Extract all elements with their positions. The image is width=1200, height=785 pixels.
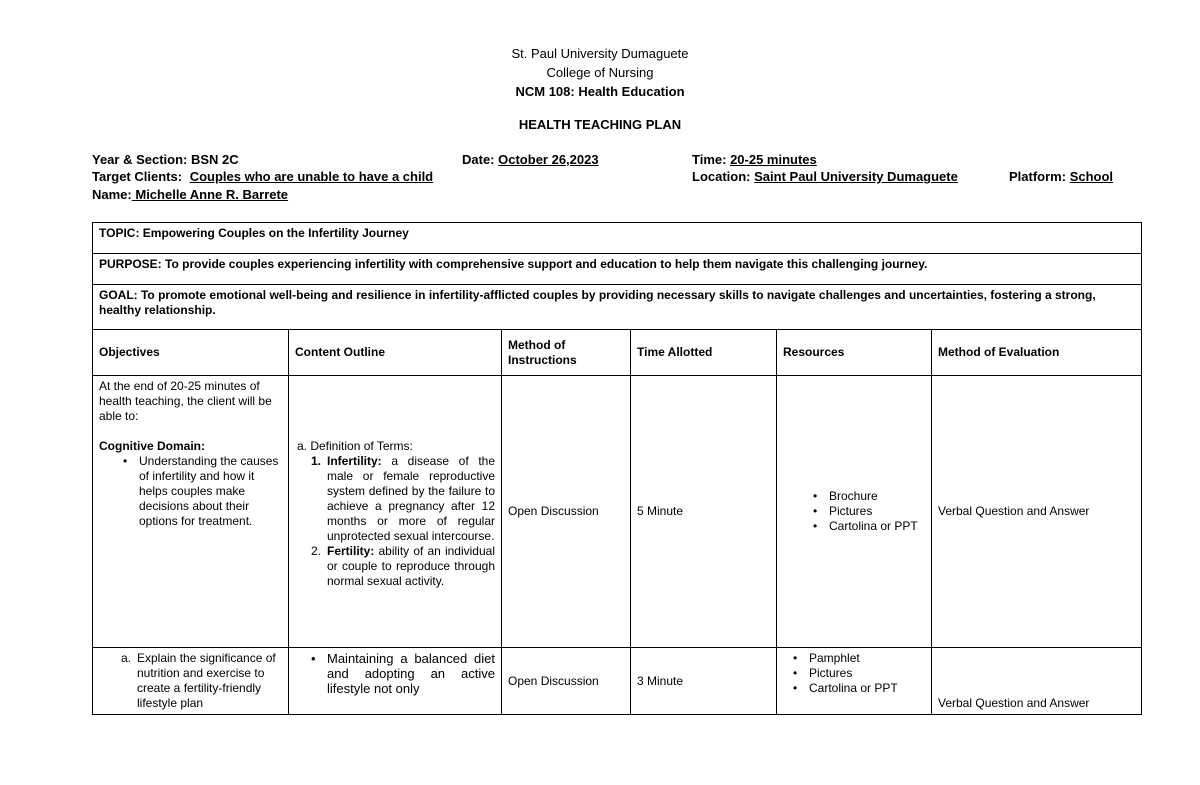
platform-field: [1009, 169, 1113, 184]
time-field: [692, 152, 817, 167]
resource-item: • Cartolina or PPT: [791, 681, 925, 696]
date-value: October 26,2023: [498, 152, 599, 167]
name-field: [92, 187, 288, 202]
year-label: Year & Section:: [92, 152, 188, 167]
date-field: [462, 152, 599, 167]
method-cell: Open Discussion: [502, 376, 631, 648]
resources-cell: [777, 376, 932, 648]
col-header-time: Time Allotted: [631, 330, 777, 376]
name-value: Michelle Anne R. Barrete: [131, 187, 289, 202]
objective-item: [121, 651, 282, 711]
name-label: Name:: [92, 187, 132, 202]
time-value: 20-25 minutes: [730, 152, 817, 167]
time-cell: 3 Minute: [631, 648, 777, 715]
table-row: [93, 376, 1142, 648]
resources-list: [791, 651, 925, 696]
target-label: Target Clients:: [92, 169, 183, 184]
col-header-evaluation: Method of Evaluation: [932, 330, 1142, 376]
objective-item: • Understanding the causes of infertility and how it helps couples make decisions about their options for treatment.: [121, 454, 282, 529]
location-field: [692, 169, 958, 184]
objectives-cell: [93, 648, 289, 715]
target-clients: [92, 169, 433, 184]
objective-number: a.: [121, 651, 132, 665]
objectives-cell: [93, 376, 289, 648]
term-item: [311, 544, 495, 589]
content-outline-cell: [289, 376, 502, 648]
objective-list: [121, 651, 282, 711]
platform-label: Platform:: [1009, 169, 1067, 184]
term-number: 2.: [311, 544, 322, 558]
objective-text: Explain the significance of nutrition and exercise to create a fertility-friendly lifestyle plan: [137, 651, 276, 710]
year-value: BSN 2C: [191, 152, 239, 167]
term-name: Infertility:: [327, 454, 382, 468]
method-cell: Open Discussion: [502, 648, 631, 715]
teaching-plan-table: [92, 222, 1142, 715]
location-label: Location:: [692, 169, 751, 184]
term-definition: ability of an individual or couple to reproduce through normal sexual activity.: [327, 544, 495, 588]
goal-row: GOAL: To promote emotional well-being and resilience in infertility-afflicted couples by providing necessary skills to navigate challenges and uncertainties, fostering a strong, healthy relationship.: [93, 285, 1142, 330]
college-name: College of Nursing: [546, 65, 654, 80]
time-label: Time:: [692, 152, 727, 167]
document-title: HEALTH TEACHING PLAN: [518, 117, 682, 132]
time-cell: 5 Minute: [631, 376, 777, 648]
term-item: [311, 454, 495, 544]
date-label: Date:: [462, 152, 495, 167]
term-definition: a disease of the male or female reproductive system defined by the failure to achieve a pregnancy after 12 months or more of regular unprotected sexual intercourse.: [327, 454, 495, 543]
outline-list: [309, 651, 495, 696]
target-value: Couples who are unable to have a child: [189, 169, 434, 184]
terms-list: [311, 454, 495, 589]
term-number: 1.: [311, 454, 322, 468]
objectives-intro: At the end of 20-25 minutes of health teaching, the client will be able to:: [99, 379, 272, 423]
evaluation-cell: Verbal Question and Answer: [932, 376, 1142, 648]
table-row: [93, 648, 1142, 715]
resource-item: • Pictures: [791, 666, 925, 681]
location-value: Saint Paul University Dumaguete: [754, 169, 958, 184]
term-name: Fertility:: [327, 544, 375, 558]
content-outline-cell: [289, 648, 502, 715]
cognitive-domain-label: Cognitive Domain:: [99, 439, 206, 453]
purpose-row: PURPOSE: To provide couples experiencing infertility with comprehensive support and education to help them navigate this challenging journey.: [93, 254, 1142, 285]
resources-list: [811, 489, 925, 534]
resource-item: • Brochure: [811, 489, 925, 504]
outline-heading: a. Definition of Terms:: [297, 439, 413, 453]
resource-item: • Pamphlet: [791, 651, 925, 666]
resources-cell: [777, 648, 932, 715]
topic-row: TOPIC: Empowering Couples on the Infertility Journey: [93, 223, 1142, 254]
course-title: NCM 108: Health Education: [515, 84, 685, 99]
col-header-content: Content Outline: [289, 330, 502, 376]
col-header-resources: Resources: [777, 330, 932, 376]
objective-list: [121, 454, 282, 529]
platform-value: School: [1069, 169, 1114, 184]
university-name: St. Paul University Dumaguete: [511, 46, 689, 61]
year-section: [92, 152, 239, 167]
outline-item: • Maintaining a balanced diet and adopting an active lifestyle not only: [309, 651, 495, 696]
col-header-method: Method of Instructions: [502, 330, 631, 376]
resource-item: • Cartolina or PPT: [811, 519, 925, 534]
resource-item: • Pictures: [811, 504, 925, 519]
col-header-objectives: Objectives: [93, 330, 289, 376]
evaluation-cell: Verbal Question and Answer: [932, 648, 1142, 715]
